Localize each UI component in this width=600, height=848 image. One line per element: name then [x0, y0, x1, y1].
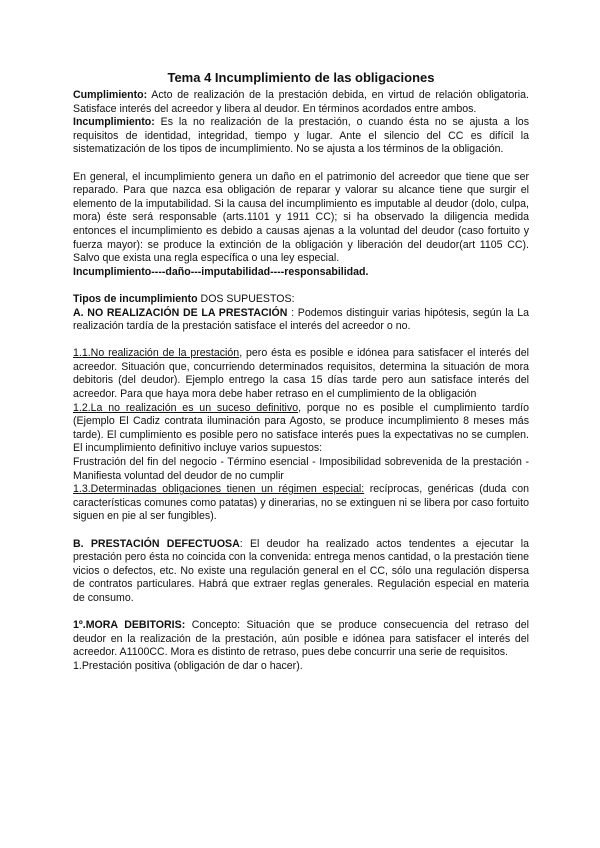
- item-1-1-heading: 1.1.No realización de la prestación: [73, 347, 240, 360]
- tipos-paragraph: [73, 293, 529, 307]
- cumplimiento-term: Cumplimiento:: [73, 89, 148, 101]
- item-1-1-paragraph: [73, 347, 529, 401]
- tipos-term: Tipos de incumplimiento: [73, 292, 198, 305]
- tipos-text: DOS SUPUESTOS:: [197, 292, 295, 305]
- incumplimiento-text: Es la no realización de la prestación, o cuando ésta no se ajusta a los requisitos de identidad, integridad, tiempo y lugar. Ante el silencio del CC es difícil la sistematización de los tipos de incumplimiento. No se ajusta a los términos de la obligación.: [73, 116, 529, 156]
- section-a-paragraph: [73, 307, 529, 334]
- section-a-text: : Podemos distinguir varias hipótesis, según la La realización tardía de la prestación satisface el interés del acreedor o no.: [73, 306, 529, 333]
- spacer: [73, 524, 529, 538]
- item-1-3-paragraph: [73, 483, 529, 524]
- section-b-paragraph: [73, 538, 529, 606]
- chain-line: Incumplimiento----daño---imputabilidad----responsabilidad.: [73, 265, 369, 278]
- cumplimiento-text: Acto de realización de la prestación debida, en virtud de relación obligatoria. Satisface interés del acreedor y libera al deudor. En términos acordados entre ambos.: [73, 89, 529, 115]
- section-b-text: : El deudor ha realizado actos tendentes a ejecutar la prestación pero ésta no coincida con la convenida: entrega menos cantidad, o la prestación tiene vicios o defectos, etc. No existe una regulación general en el CC, sólo una regulación dispersa de contratos particulares. Habrá que extraer reglas generales. Regulación especial en materia de consumo.: [73, 537, 529, 604]
- section-b-heading: B. PRESTACIÓN DEFECTUOSA: [73, 537, 240, 550]
- mora-heading: 1º.MORA DEBITORIS:: [73, 619, 186, 632]
- spacer: [73, 334, 529, 348]
- incumplimiento-term: Incumplimiento:: [73, 116, 155, 129]
- cumplimiento-paragraph: [73, 89, 529, 116]
- incumplimiento-paragraph: [73, 116, 529, 157]
- spacer: [73, 279, 529, 293]
- page-title: Tema 4 Incumplimiento de las obligaciones: [167, 70, 435, 85]
- document-page: [73, 70, 529, 674]
- section-a-heading: A. NO REALIZACIÓN DE LA PRESTACIÓN: [73, 306, 288, 319]
- item-1-2-heading: 1.2.La no realización es un suceso definitivo: [73, 401, 299, 414]
- mora-requirement-1: 1.Prestación positiva (obligación de dar o hacer).: [73, 659, 303, 672]
- item-1-3-heading: 1.3.Determinadas obligaciones tienen un régimen especial:: [73, 483, 365, 496]
- mora-paragraph: [73, 619, 529, 660]
- spacer: [73, 157, 529, 171]
- general-paragraph: En general, el incumplimiento genera un daño en el patrimonio del acreedor que tiene que ser reparado. Para que nazca esa obligación de reparar y valorar su alcance tiene que surgir el elemento de la imputabilidad. Si la causa del incumplimiento es imputable al deudor (dolo, culpa, mora) éste será responsable (arts.1101 y 1911 CC); si ha observado la diligencia medida entonces el incumplimiento es debido a causas ajenas a la voluntad del deudor (caso fortuito y fuerza mayor): se produce la extinción de la obligación y liberación del deudor(art 1105 CC). Salvo que exista una regla específica o una ley especial.: [73, 170, 529, 265]
- item-1-2-cases: Frustración del fin del negocio - Término esencial - Imposibilidad sobrevenida de la prestación - Manifiesta voluntad del deudor de no cumplir: [73, 456, 529, 482]
- item-1-1-text: , pero ésta es posible e idónea para satisfacer el interés del acreedor. Situación que, concurriendo determinados requisitos, determina la situación de mora debitoris (del deudor). Ejemplo entrego la casa 15 días tarde pero aun satisface interés del acreedor. Para que haya mora debe haber retraso en el cumplimiento de la obligación: [73, 347, 529, 401]
- item-1-3-text: recíprocas, genéricas (duda con características comunes como patatas) y dinerarias, no se extinguen ni se libera por caso fortuito siguen en pie al ser fungibles).: [73, 483, 529, 523]
- item-1-2-paragraph: [73, 402, 529, 456]
- item-1-2-text: , porque no es posible el cumplimiento tardío (Ejemplo El Cadiz contrata iluminación para Agosto, se produce incumplimiento 8 meses más tarde). El cumplimiento es posible pero no satisface interés pues la expectativas no se cumplen. El incumplimiento definitivo incluye varios supuestos:: [73, 401, 529, 455]
- mora-text: Concepto: Situación que se produce consecuencia del retraso del deudor en la realización de la prestación, aún posible e idónea para satisfacer el interés del acreedor. A1100CC. Mora es distinto de retraso, pues debe concurrir una serie de requisitos.: [73, 619, 529, 659]
- spacer: [73, 606, 529, 620]
